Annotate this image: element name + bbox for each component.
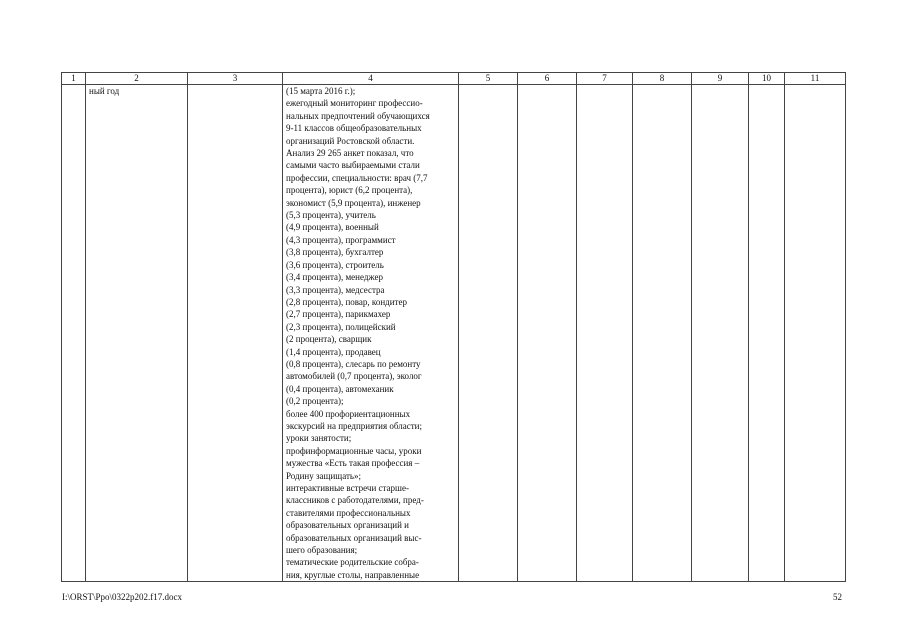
text-line: (2 процента), сварщик: [286, 334, 372, 345]
text-line: (2,3 процента), полицейский: [286, 321, 396, 332]
cell-col4: [283, 85, 459, 582]
text-line: (5,3 процента), учитель: [286, 210, 376, 221]
text-line: 9-11 классов общеобразовательных: [286, 123, 422, 134]
text-line: профинформационные часы, уроки: [286, 445, 422, 456]
text-line: (2,7 процента), парикмахер: [286, 309, 391, 320]
column-header-5: 5: [459, 73, 518, 85]
cell-col8: [633, 85, 692, 582]
cell-col7: [577, 85, 633, 582]
column-header-11: 11: [785, 73, 846, 85]
column-header-2: 2: [86, 73, 188, 85]
column-header-9: 9: [692, 73, 749, 85]
text-line: образовательных организаций и: [286, 520, 409, 531]
text-line: профессии, специальности: врач (7,7: [286, 172, 428, 183]
text-line: ставителями профессиональных: [286, 507, 411, 518]
text-line: (4,9 процента), военный: [286, 222, 379, 233]
text-line: (0,8 процента), слесарь по ремонту: [286, 358, 421, 369]
cell-col6: [518, 85, 577, 582]
column-header-6: 6: [518, 73, 577, 85]
cell-col3: [188, 85, 283, 582]
text-line: классников с работодателями, пред-: [286, 495, 424, 506]
text-line: образовательных организаций выс-: [286, 532, 422, 543]
text-line: (1,4 процента), продавец: [286, 346, 381, 357]
table-header-row: [62, 73, 846, 85]
text-line: экономист (5,9 процента), инженер: [286, 197, 421, 208]
text-line: интерактивные встречи старше-: [286, 483, 409, 493]
text-line: организаций Ростовской области.: [286, 135, 415, 146]
column-header-8: 8: [633, 73, 692, 85]
text-line: ежегодный мониторинг профессио-: [286, 98, 423, 109]
column-header-10: 10: [749, 73, 785, 85]
cell-col1: [62, 85, 86, 582]
text-line: процента), юрист (6,2 процента),: [286, 185, 413, 196]
text-line: (4,3 процента), программист: [286, 234, 396, 245]
text-line: (0,2 процента);: [286, 396, 344, 407]
footer-file-path: I:\ORST\Ppo\0322p202.f17.docx: [62, 592, 183, 602]
text-line: (15 марта 2016 г.);: [286, 86, 356, 96]
text-line: автомобилей (0,7 процента), эколог: [286, 371, 422, 382]
footer-page-number: 52: [833, 592, 842, 602]
text-line: (3,3 процента), медсестра: [286, 284, 385, 295]
text-line: уроки занятости;: [286, 433, 352, 444]
column-header-7: 7: [577, 73, 633, 85]
text-line: нальных предпочтений обучающихся: [286, 110, 430, 121]
text-line: (3,8 процента), бухгалтер: [286, 247, 384, 258]
column-header-3: 3: [188, 73, 283, 85]
text-line: более 400 профориентационных: [286, 408, 411, 419]
text-line: ния, круглые столы, направленные: [286, 569, 420, 580]
text-line: экскурсий на предприятия области;: [286, 420, 422, 431]
text-line: самыми часто выбираемыми стали: [286, 160, 420, 171]
cell-col9: [692, 85, 749, 582]
text-line: (3,6 процента), строитель: [286, 259, 384, 270]
column-header-4: 4: [283, 73, 459, 85]
text-line: Анализ 29 265 анкет показал, что: [286, 148, 414, 159]
cell-col2: ный год: [86, 85, 188, 582]
text-line: Родину защищать»;: [286, 470, 362, 481]
text-line: мужества «Есть такая профессия –: [286, 458, 420, 469]
cell-col10: [749, 85, 785, 582]
text-line: (2,8 процента), повар, кондитер: [286, 296, 407, 307]
text-line: тематические родительские собра-: [286, 557, 419, 568]
cell-col5: [459, 85, 518, 582]
cell-col11: [785, 85, 846, 582]
document-table: [61, 72, 846, 582]
table-row: [62, 85, 846, 582]
text-line: шего образования;: [286, 545, 358, 556]
column-header-1: 1: [62, 73, 86, 85]
text-line: (3,4 процента), менеджер: [286, 272, 384, 283]
text-line: (0,4 процента), автомеханик: [286, 383, 394, 394]
